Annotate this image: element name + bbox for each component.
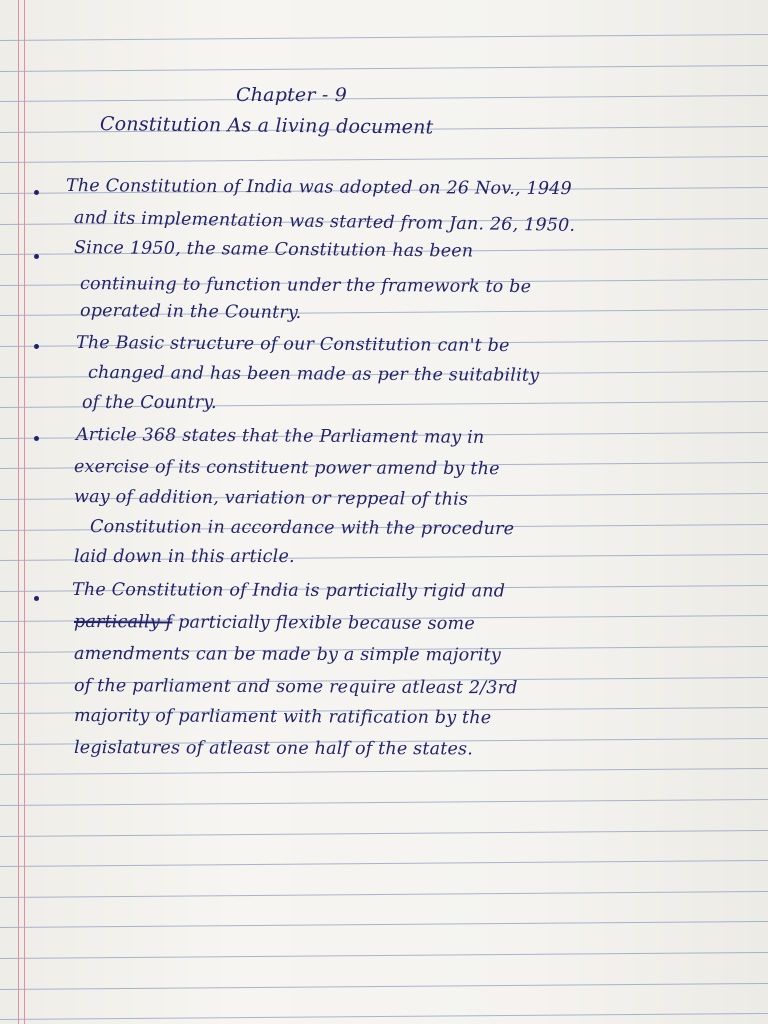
note-line-11: way of addition, variation or reppeal of this xyxy=(73,487,469,510)
note-line-9: Article 368 states that the Parliament may in xyxy=(75,425,485,448)
bullet-2 xyxy=(34,254,39,259)
note-line-7: changed and has been made as per the suitability xyxy=(87,363,540,386)
note-line-8: of the Country. xyxy=(82,393,217,413)
note-line-19: legislatures of atleast one half of the states. xyxy=(73,738,474,760)
bullet-3 xyxy=(34,344,39,349)
note-line-4: continuing to function under the framework to be xyxy=(79,274,532,298)
bullet-5 xyxy=(34,596,39,601)
bullet-4 xyxy=(34,436,39,441)
note-line-5: operated in the Country. xyxy=(79,301,302,323)
note-line-12: Constitution in accordance with the procedure xyxy=(89,517,515,540)
note-line-3: Since 1950, the same Constitution has been xyxy=(73,238,474,262)
note-line-6: The Basic structure of our Constitution can't be xyxy=(75,333,510,357)
note-line-17: of the parliament and some require atleast 2/3rd xyxy=(73,676,518,699)
chapter-heading: Chapter - 9 xyxy=(236,84,348,106)
note-line-10: exercise of its constituent power amend by the xyxy=(73,457,500,480)
note-line-13: laid down in this article. xyxy=(74,547,295,567)
struck-text: partically f xyxy=(73,612,173,633)
note-line-16: amendments can be made by a simple majority xyxy=(73,644,502,666)
chapter-title: Constitution As a living document xyxy=(99,113,434,139)
bullet-1 xyxy=(34,190,39,195)
note-line-15: partically f particially flexible because some xyxy=(73,612,475,635)
note-line-2: and its implementation was started from Jan. 26, 1950. xyxy=(73,208,576,236)
note-line-18: majority of parliament with ratification by the xyxy=(73,706,492,729)
note-line-14: The Constitution of India is particially rigid and xyxy=(71,580,506,602)
note-line-1: The Constitution of India was adopted on 26 Nov., 1949 xyxy=(65,176,572,200)
